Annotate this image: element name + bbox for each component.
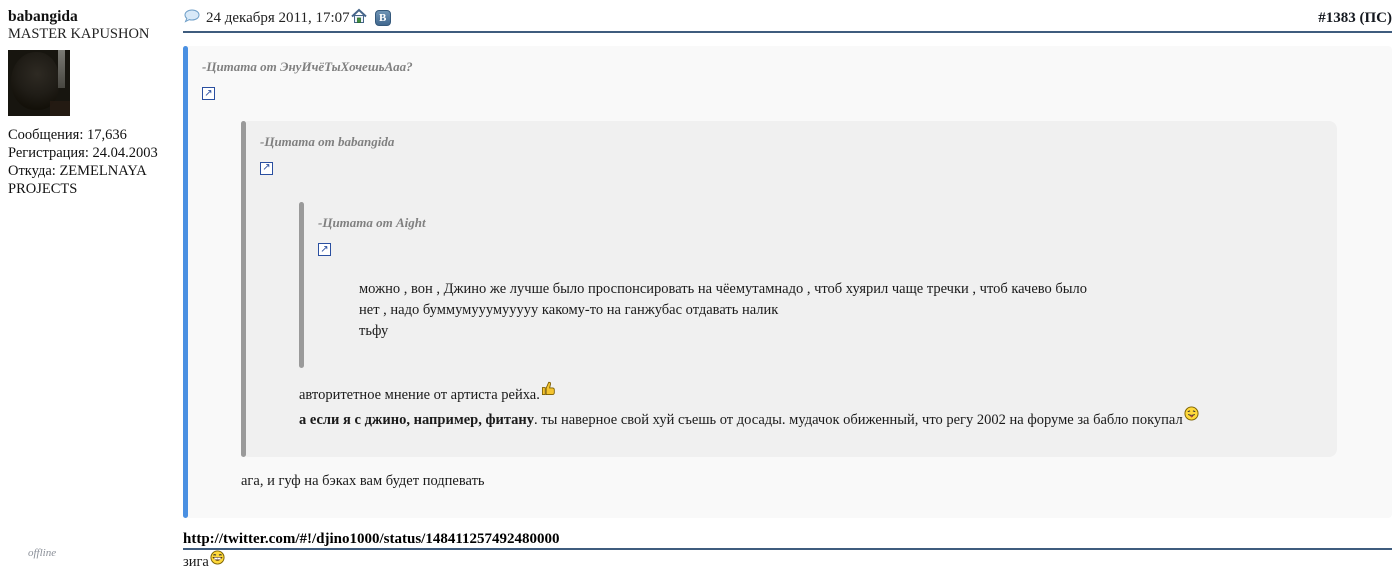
- comment-bubble-icon: [184, 9, 200, 28]
- user-registration-date: Регистрация: 24.04.2003: [8, 145, 158, 161]
- quoted-text-line: тьфу: [359, 322, 389, 339]
- avatar-image-highlight: [58, 50, 65, 88]
- username[interactable]: babangida: [8, 8, 78, 25]
- vk-icon[interactable]: В: [375, 10, 391, 26]
- quote-author-header: -Цитата от babangida: [260, 133, 395, 149]
- twitter-link[interactable]: http://twitter.com/#!/djino1000/status/148411257492480000: [183, 530, 560, 547]
- quote-bar: [241, 121, 246, 457]
- user-posts-count: Сообщения: 17,636: [8, 127, 127, 143]
- avatar[interactable]: [8, 50, 70, 116]
- post-body: [183, 8, 1392, 571]
- quote-author-header: -Цитата от ЭнуИчёТыХочешьАаа?: [202, 59, 413, 74]
- post-separator-rule: [183, 548, 1392, 550]
- quote-bar: [299, 202, 304, 368]
- online-status: offline: [28, 547, 57, 559]
- goto-post-icon[interactable]: ↗: [318, 243, 331, 256]
- home-icon[interactable]: [351, 8, 367, 29]
- quote-bar: [183, 46, 188, 518]
- reply-text: . ты наверное свой хуй съешь от досады. мудачок обиженный, что регу 2002 на форуме за бабло покупал: [533, 411, 1183, 428]
- quote-footer-text: ага, и гуф на бэках вам будет подпевать: [241, 472, 485, 489]
- post-header: [183, 8, 1392, 33]
- reply-text-line: [299, 381, 1317, 406]
- reply-text-line: [299, 406, 1317, 431]
- user-info-panel: [8, 8, 178, 198]
- quoted-text-line: нет , надо буммумууумууууу какому-то на ганжубас отдавать налик: [359, 301, 779, 318]
- quote-outer: [183, 46, 1392, 518]
- big-grin-emoticon: [210, 550, 225, 570]
- post-closing-line: [183, 550, 1392, 571]
- goto-post-icon[interactable]: ↗: [202, 87, 215, 100]
- quote-middle: [241, 121, 1337, 457]
- post-number-link[interactable]: #1383 (ПС): [1318, 9, 1392, 26]
- post-date: 24 декабря 2011, 17:07: [206, 9, 350, 26]
- quoted-text-line: можно , вон , Джино же лучше было проспонсировать на чёемутамнадо , чтоб хуярил чаще тречки , чтоб качево было: [359, 280, 1087, 297]
- quote-inner: [299, 202, 1317, 368]
- closing-text: зига: [183, 553, 209, 570]
- tongue-out-emoticon: [1184, 406, 1199, 428]
- reply-text-bold: а если я с джино, например, фитану: [299, 411, 534, 428]
- avatar-image-shadow: [50, 101, 70, 116]
- user-location: Откуда: ZEMELNAYA PROJECTS: [8, 163, 146, 197]
- goto-post-icon[interactable]: ↗: [260, 162, 273, 175]
- quote-author-header: -Цитата от Aight: [318, 215, 426, 230]
- thumbs-up-emoticon: [541, 381, 556, 403]
- user-title: MASTER KAPUSHON: [8, 26, 150, 42]
- reply-text: авторитетное мнение от артиста рейха.: [299, 386, 540, 403]
